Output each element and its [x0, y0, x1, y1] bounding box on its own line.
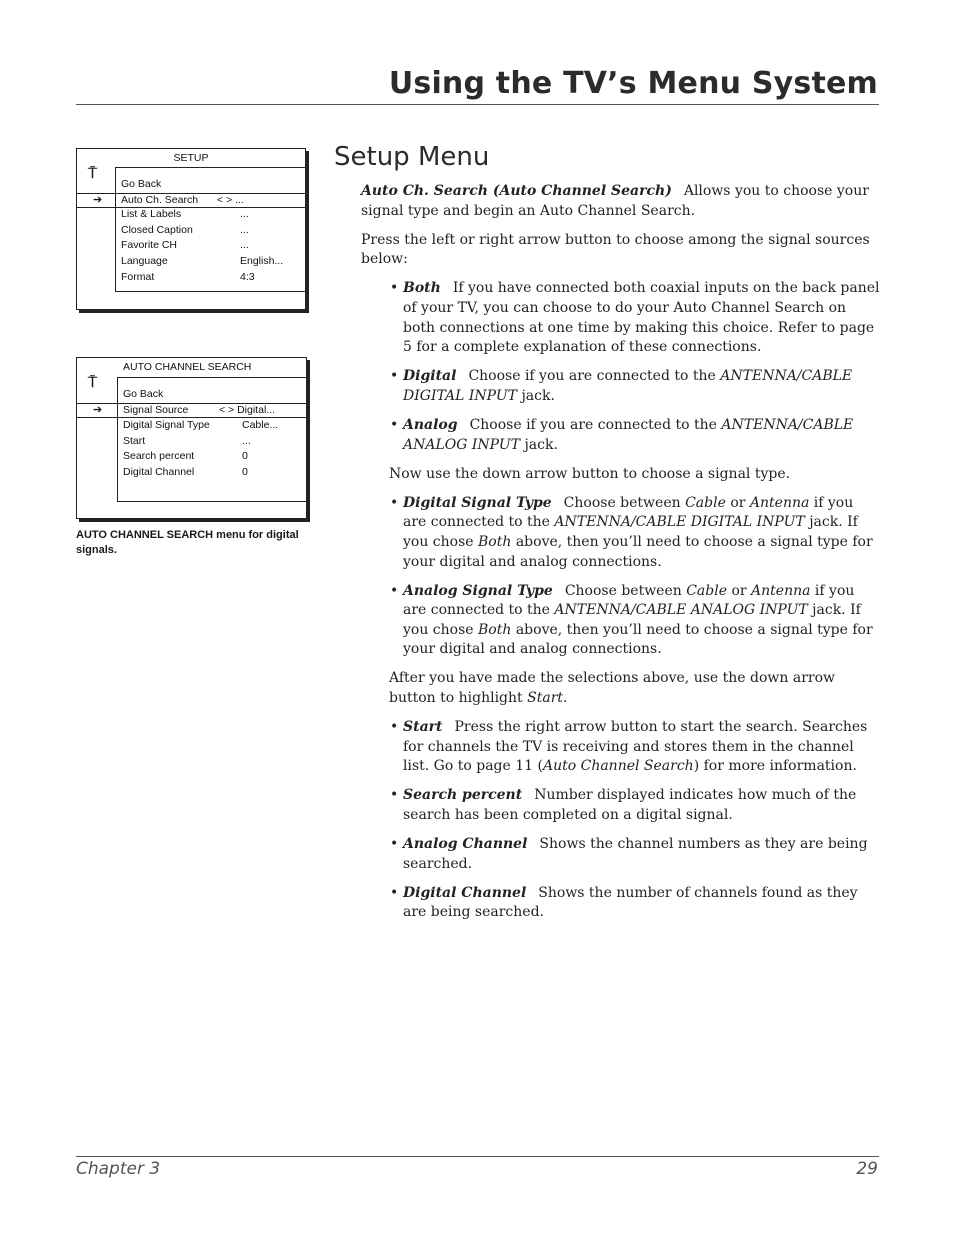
- page-header-title: Using the TV’s Menu System: [388, 66, 878, 101]
- footer-divider: [76, 1156, 879, 1157]
- jack-name: ANTENNA/CABLE DIGITAL INPUT: [554, 514, 805, 531]
- paragraph-text: jack.: [521, 387, 555, 404]
- term: Both: [403, 280, 441, 297]
- bullet-analog: [403, 416, 881, 455]
- paragraph-text: or: [731, 582, 747, 599]
- menu-item-value: ...: [242, 435, 251, 447]
- menu-item-value: 4:3: [240, 271, 255, 283]
- menu-item-label: Language: [121, 255, 168, 267]
- setup-row: [77, 223, 305, 238]
- setup-row: [77, 270, 305, 285]
- paragraph-text: Number displayed indicates how much of the search has been completed on a digital signal.: [403, 787, 857, 824]
- jack-name: ANTENNA/CABLE ANALOG INPUT: [554, 602, 808, 619]
- body-text: [361, 182, 881, 933]
- paragraph-text: Choose between: [563, 494, 681, 511]
- paragraph-text: if you are connected to the: [403, 494, 854, 531]
- paragraph-text: Press the right arrow button to start the search. Searches for channels the TV is receiving and stores them in the channel list. Go to page 11 (: [403, 719, 868, 775]
- menu-item-label: Search percent: [123, 450, 195, 462]
- term: Digital: [403, 368, 457, 385]
- paragraph-text: Allows you to choose your signal type and begin an Auto Channel Search.: [361, 183, 869, 219]
- acs-row: [77, 449, 306, 464]
- paragraph-text: Shows the number of channels found as they are being searched.: [403, 884, 858, 921]
- menu-item-value: 0: [242, 466, 248, 478]
- paragraph-text: Press the left or right arrow button to choose among the signal sources below:: [361, 231, 870, 268]
- term: Analog Channel: [403, 836, 528, 853]
- menu-item-label: Signal Source: [123, 404, 189, 416]
- bullet-search-percent: [403, 786, 881, 825]
- figure-caption: AUTO CHANNEL SEARCH menu for digital signals.: [76, 529, 299, 556]
- setup-row: [77, 207, 305, 222]
- bullet-start: [403, 718, 881, 777]
- term: Digital Channel: [403, 884, 527, 901]
- menu-item-label: Closed Caption: [121, 224, 193, 236]
- option-name: Start: [527, 690, 564, 707]
- intro-paragraph: [361, 182, 881, 221]
- page-number: 29: [856, 1159, 878, 1179]
- bullet-digital-channel: [403, 884, 881, 923]
- paragraph-text: Choose between: [564, 582, 682, 599]
- paragraph-text: After you have made the selections above, use the down arrow button to highlight: [389, 670, 835, 707]
- jack-name: ANTENNA/CABLE DIGITAL INPUT: [403, 368, 853, 404]
- term: Digital Signal Type: [403, 494, 552, 511]
- auto-channel-search-illustration: [76, 357, 307, 519]
- acs-row: [77, 434, 306, 449]
- paragraph-text: Now use the down arrow button to choose a signal type.: [389, 465, 791, 482]
- paragraph-text: Choose if you are connected to the: [468, 368, 716, 385]
- menu-item-label: Auto Ch. Search: [121, 194, 199, 206]
- paragraph-text: Shows the channel numbers as they are being searched.: [403, 836, 868, 872]
- setup-menu-illustration: [76, 148, 306, 310]
- menu-item-value: < > Digital...: [219, 404, 276, 416]
- menu-item-value: 0: [242, 450, 248, 462]
- setup-row: [77, 238, 305, 253]
- paragraph: [389, 465, 881, 485]
- section-reference: Auto Channel Search: [542, 758, 694, 775]
- acs-row-selected: [77, 403, 306, 418]
- paragraph-text: above, then you’ll need to choose a signal type for your digital and analog connections.: [403, 621, 873, 658]
- bullet-digital: [403, 367, 881, 406]
- bullet-digital-signal-type: [403, 494, 881, 572]
- paragraph-text: Choose if you are connected to the: [469, 416, 717, 433]
- footer-chapter: Chapter 3: [76, 1159, 161, 1179]
- term: Analog Signal Type: [403, 582, 553, 599]
- arrow-right-icon: ➔: [93, 404, 103, 416]
- term: Auto Ch. Search (Auto Channel Search): [361, 183, 672, 199]
- paragraph-text: if you are connected to the: [403, 582, 855, 619]
- arrow-right-icon: ➔: [93, 194, 103, 206]
- menu-item-label: List & Labels: [121, 208, 182, 220]
- setup-go-back: [77, 177, 305, 192]
- paragraph-text: above, then you’ll need to choose a signal type for your digital and analog connections.: [403, 533, 873, 570]
- acs-row: [77, 465, 306, 480]
- paragraph-text: or: [730, 494, 746, 511]
- acs-row: [77, 418, 306, 433]
- setup-plug-icon: ⍑: [88, 164, 98, 182]
- menu-item-value: ...: [240, 224, 249, 236]
- bullet-both: [403, 279, 881, 357]
- menu-item-label: Digital Channel: [123, 466, 195, 478]
- paragraph-text: .: [563, 690, 568, 707]
- paragraph-text: ) for more information.: [693, 758, 857, 775]
- option-name: Both: [478, 533, 512, 550]
- paragraph: [389, 669, 881, 708]
- option-name: Cable: [685, 494, 726, 511]
- menu-item-value: ...: [240, 208, 249, 220]
- paragraph-text: If you have connected both coaxial inputs on the back panel of your TV, you can choose to do your Auto Channel Search on both connections at one time by making this choice. Refer to page 5 for a complete explanation of these connections.: [403, 280, 880, 356]
- section-title: Setup Menu: [334, 142, 490, 172]
- go-back-label: Go Back: [121, 178, 162, 190]
- option-name: Antenna: [751, 582, 811, 599]
- bullet-analog-channel: [403, 835, 881, 874]
- term: Start: [403, 719, 443, 736]
- menu-item-value: English...: [240, 255, 284, 267]
- paragraph-text: jack.: [524, 436, 558, 453]
- setup-row: [77, 254, 305, 269]
- paragraph: [361, 231, 881, 270]
- option-name: Both: [478, 621, 512, 638]
- acs-menu-title: AUTO CHANNEL SEARCH: [123, 361, 252, 373]
- term: Analog: [403, 416, 458, 433]
- menu-item-value: Cable...: [242, 419, 279, 431]
- term: Search percent: [403, 787, 523, 804]
- menu-item-label: Format: [121, 271, 155, 283]
- option-name: Antenna: [749, 494, 810, 511]
- setup-plug-icon: ⍑: [88, 373, 98, 391]
- paragraph-text: jack. If you chose: [403, 602, 861, 638]
- jack-name: ANTENNA/CABLE ANALOG INPUT: [403, 416, 854, 453]
- setup-menu-title: SETUP: [173, 152, 209, 164]
- menu-item-label: Favorite CH: [121, 239, 178, 251]
- header-divider: [76, 104, 879, 105]
- menu-item-value: ...: [240, 239, 249, 251]
- menu-item-value: < > ...: [217, 194, 244, 206]
- menu-item-label: Start: [123, 435, 146, 447]
- acs-go-back: [77, 387, 306, 402]
- menu-item-label: Digital Signal Type: [123, 419, 210, 431]
- setup-row-selected: [77, 193, 305, 208]
- paragraph-text: jack. If you chose: [403, 514, 858, 550]
- option-name: Cable: [686, 582, 728, 599]
- bullet-analog-signal-type: [403, 582, 881, 660]
- go-back-label: Go Back: [123, 388, 164, 400]
